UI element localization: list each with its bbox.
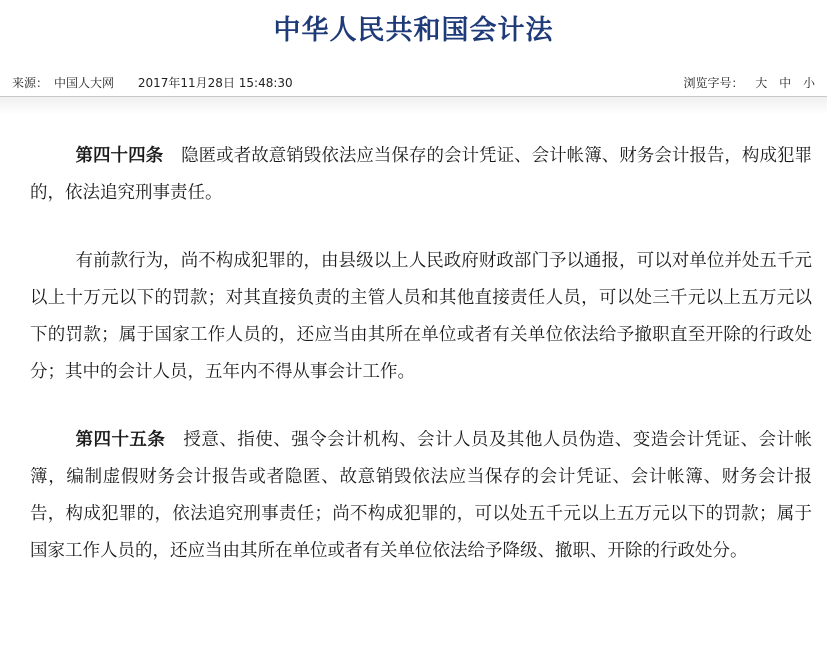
article-44-number: 第四十四条: [75, 146, 164, 166]
source-value: 中国人大网: [54, 76, 115, 90]
font-size-medium-link[interactable]: 中: [779, 76, 792, 90]
article-44-paragraph-2: 有前款行为，尚不构成犯罪的，由县级以上人民政府财政部门予以通报，可以对单位并处五千元以上十万元以下的罚款；对其直接负责的主管人员和其他直接责任人员，可以处三千元以上五万元以下的罚款；属于国家工作人员的，还应当由其所在单位或者有关单位依法给予撤职直至开除的行政处分；其中的会计人员，五年内不得从事会计工作。: [30, 251, 812, 382]
article-44-text: 隐匿或者故意销毁依法应当保存的会计凭证、会计帐簿、财务会计报告，构成犯罪的，依法追究刑事责任。: [30, 146, 812, 203]
article-45-paragraph: [30, 422, 812, 570]
header-shadow-band: [0, 97, 827, 115]
article-44-paragraph-1: [30, 138, 812, 212]
publish-datetime: 2017年11月28日 15:48:30: [137, 76, 293, 90]
article-45-text: 授意、指使、强令会计机构、会计人员及其他人员伪造、变造会计凭证、会计帐簿，编制虚假财务会计报告或者隐匿、故意销毁依法应当保存的会计凭证、会计帐簿、财务会计报告，构成犯罪的，依法追究刑事责任；尚不构成犯罪的，可以处五千元以上五万元以下的罚款；属于国家工作人员的，还应当由其所在单位或者有关单位依法给予降级、撤职、开除的行政处分。: [30, 430, 813, 561]
article-45-number: 第四十五条: [75, 430, 166, 450]
source-label: 来源：: [12, 76, 49, 90]
font-size-small-link[interactable]: 小: [802, 76, 815, 90]
page-title: 中华人民共和国会计法: [273, 15, 554, 46]
font-size-large-link[interactable]: 大: [755, 76, 768, 90]
font-size-label: 浏览字号：: [683, 76, 744, 90]
source-info: [12, 74, 299, 91]
article-body: [30, 138, 812, 601]
font-size-switcher: [683, 74, 815, 91]
article-meta-bar: [0, 66, 827, 97]
